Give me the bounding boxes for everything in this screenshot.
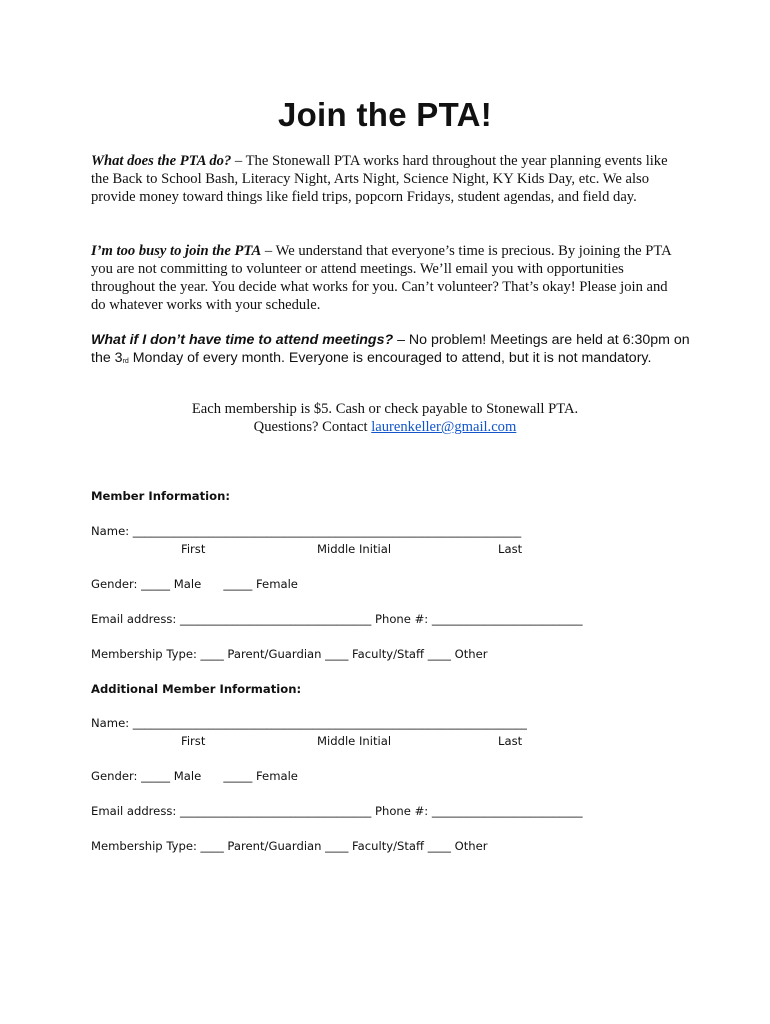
member-type-field[interactable]: Membership Type: ____ Parent/Guardian ____ Faculty/Staff ____ Other <box>91 647 488 661</box>
contact-prefix: Questions? Contact <box>253 419 372 435</box>
too-busy-question: I’m too busy to join the PTA <box>91 243 262 259</box>
membership-cost-text: Each membership is $5. Cash or check payable to Stonewall PTA. <box>191 401 579 417</box>
meetings-answer-part3: Monday of every month. Everyone is encouraged to attend, but it is not mandatory. <box>128 350 652 366</box>
member-first-label: First <box>181 542 206 556</box>
member-last-label: Last <box>498 542 523 556</box>
additional-last-label: Last <box>498 734 523 748</box>
additional-first-label: First <box>181 734 206 748</box>
ordinal-suffix: rd <box>122 358 129 365</box>
member-info-heading: Member Information: <box>91 489 230 503</box>
contact-email-link[interactable]: laurenkeller@gmail.com <box>371 419 517 435</box>
member-email-phone-field[interactable]: Email address: _________________________________ Phone #: __________________________ <box>91 612 583 626</box>
additional-name-field[interactable]: Name: ____________________________________________________________________ <box>91 716 527 730</box>
pta-purpose-question: What does the PTA do? <box>91 153 232 169</box>
pta-purpose-answer: – The Stonewall PTA works hard throughout the year planning events like the Back to School Bash, Literacy Night, Arts Night, Science Night, KY Kids Day, etc. We also provide money toward things like field trips, popcorn Fridays, student agendas, and field day. <box>91 153 668 205</box>
meetings-paragraph <box>91 331 691 371</box>
meetings-question: What if I don’t have time to attend meetings? <box>91 332 394 348</box>
member-name-field[interactable]: Name: ___________________________________________________________________ <box>91 524 522 538</box>
too-busy-paragraph <box>91 242 681 314</box>
additional-type-field[interactable]: Membership Type: ____ Parent/Guardian ____ Faculty/Staff ____ Other <box>91 839 488 853</box>
additional-gender-field[interactable]: Gender: _____ Male _____ Female <box>91 769 298 783</box>
meetings-answer-part2: the 3 <box>91 350 123 366</box>
member-gender-field[interactable]: Gender: _____ Male _____ Female <box>91 577 298 591</box>
contact-line <box>0 418 770 436</box>
additional-middle-label: Middle Initial <box>317 734 392 748</box>
additional-email-phone-field[interactable]: Email address: _________________________________ Phone #: __________________________ <box>91 804 583 818</box>
meetings-answer-part1: – No problem! Meetings are held at 6:30pm on <box>393 332 690 348</box>
page-title: Join the PTA! <box>277 96 493 133</box>
member-middle-label: Middle Initial <box>317 542 392 556</box>
too-busy-answer: – We understand that everyone’s time is precious. By joining the PTA you are not committing to volunteer or attend meetings. We’ll email you with opportunities throughout the year. You decide what works for you. Can’t volunteer? That’s okay! Please join and do whatever works with your schedule. <box>91 243 671 313</box>
additional-info-heading: Additional Member Information: <box>91 682 302 696</box>
pta-purpose-paragraph <box>91 152 681 206</box>
